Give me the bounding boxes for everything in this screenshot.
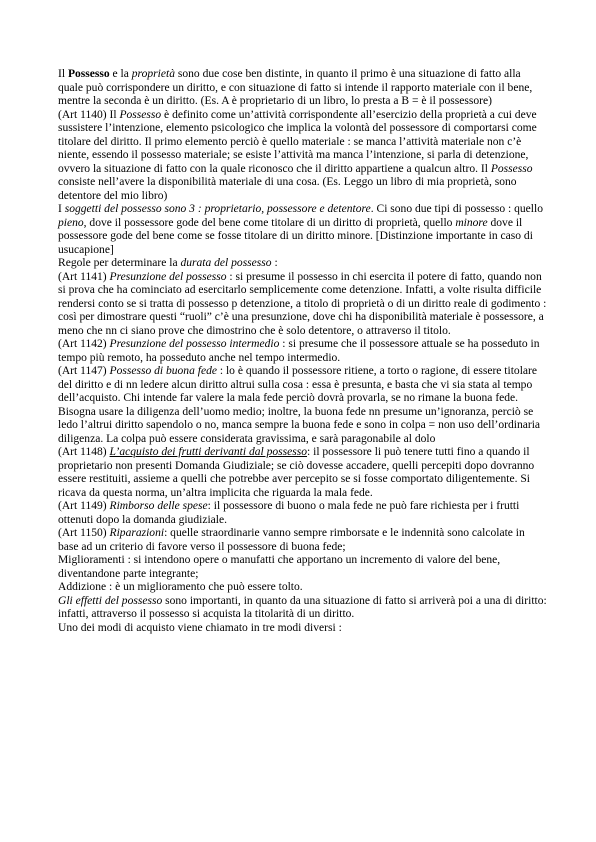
text-run: , dove il possessore gode del bene come titolare di un diritto di proprietà, quello [83,216,456,229]
paragraph [58,595,548,622]
text-run: Possesso [67,68,110,80]
text-run: soggetti del possesso sono 3 : proprietario, possessore e detentore [64,203,371,215]
paragraph [58,500,548,527]
paragraph [58,109,548,204]
text-run: (Art 1148) [58,446,110,458]
text-run: è definito come un’attività corrispondente all’esercizio della proprietà a cui deve sussistere l’intenzione, elemento psicologico che implica la volontà del possessore di comportarsi come titolare del diritto. Il primo elemento perciò è quello materiale : se manca l’attività materiale non c’è niente, essendo il possesso materiale; se esiste l’attività ma manca l’intenzione, si parla di detenzione, ovvero la situazione di fatto con la quale riconosco che il diritto appartiene a qualcun altro. Il [58,108,537,175]
text-run: Addizione : è un miglioramento che può essere tolto. [58,581,303,593]
paragraph [58,446,548,500]
text-run: durata del possesso [180,257,272,269]
paragraph [58,581,548,595]
text-run: (Art 1147) [58,365,110,377]
text-run: Gli effetti del possesso [58,594,163,607]
text-run: : [271,257,278,269]
paragraph [58,527,548,554]
text-run: sono due cose ben distinte, in quanto il primo è una situazione di fatto alla quale può corrispondere un diritto, e con situazione di fatto si intende il rapporto materiale con il bene, mentre la seconda è un diritto. (Es. A è proprietario di un libro, lo presta a B = è il possessore) [58,68,533,107]
paragraph [58,203,548,257]
text-run: I [58,203,65,215]
text-run: (Art 1142) [58,338,110,350]
text-run: Riparazioni [109,527,165,539]
text-run: Uno dei modi di acquisto viene chiamato in tre modi diversi : [58,621,342,634]
text-run: Miglioramenti : si intendono opere o manufatti che apportano un incremento di valore del bene, diventandone parte integrante; [58,554,501,580]
paragraph [58,554,548,581]
paragraph [58,338,548,365]
text-run: Possesso di buona fede [109,365,217,377]
text-run: dove il possessore gode del bene come se fosse titolare di un diritto minore. [Distinzione importante in caso di usucapione] [58,216,533,256]
text-run: pieno [58,216,84,229]
text-run: Presunzione del possesso [109,270,227,283]
text-run: Possesso [490,162,533,175]
text-run: Il [58,68,68,80]
paragraph [58,622,548,636]
text-run: sono importanti, in quanto da una situazione di fatto si arriverà poi a una di diritto: infatti, attraverso il possesso si acquista la titolarità di un diritto. [58,594,547,620]
text-run: L’acquisto dei frutti derivanti dal possesso [109,446,308,458]
text-run: : si presume il possesso in chi esercita il potere di fatto, quando non si prova che ha cominciato ad esercitarlo semplicemente come detenzione. Infatti, a volte risulta difficile rendersi conto se si tratta di possesso p detenzione, a titolo di proprietà o di un diritto reale di godimento : così per dimostrare questi “ruoli” c’è una presunzione, dove chi ha disponibilità materiale è possessore, a meno che nn ci siano prove che dimostrino che è solo detentore, o attraverso il titolo. [58,270,547,337]
paragraph [58,68,548,109]
text-run: : quelle straordinarie vanno sempre rimborsate e le indennità sono calcolate in base ad un criterio di favore verso il possessore di buona fede; [58,527,525,553]
text-run: : il possessore di buono o mala fede ne può fare richiesta per i frutti ottenuti dopo la domanda giudiziale. [58,500,520,526]
paragraph [58,271,548,339]
text-run: (Art 1150) [58,527,110,539]
text-run: Regole per determinare la [58,257,181,269]
paragraph [58,257,548,271]
text-run: : lo è quando il possessore ritiene, a torto o ragione, di essere titolare del diritto e di nn ledere alcun diritto altrui sulla cosa : essa è presunta, e basta che vi sia stata al tempo dell’acquisto. Chi intende far valere la mala fede perciò dovrà provarla, se no rimane la buona fede. Bisogna usare la diligenza dell’uomo medio; inoltre, la buona fede nn presume un’ignoranza, perciò se ledo l’altrui diritto sapendolo o no, manca sempre la buona fede e sono in colpa = non uso dell’ordinaria diligenza. La colpa può essere considerata gravissima, e sarà paragonabile al dolo [58,365,541,445]
text-run: (Art 1149) [58,500,110,512]
text-run: proprietà [131,68,175,80]
text-run: : il possessore li può tenere tutti fino a quando il proprietario non presenti Domanda Giudiziale; se ciò dovesse accadere, quelli percepiti dopo dovranno essere restituiti, assieme a quelli che potrebbe aver percepito se si fosse comportato diligentemente. Si ricava da questa norma, un’altra implicita che riguarda la mala fede. [58,446,535,499]
paragraph [58,365,548,446]
text-run: : si presume che il possessore attuale se ha posseduto in tempo più remoto, ha posseduto anche nel tempo intermedio. [58,338,540,364]
text-run: e la [109,68,132,80]
text-run: consiste nell’avere la disponibilità materiale di una cosa. (Es. Leggo un libro di mia proprietà, sono detentore del mio libro) [58,176,517,202]
document-body [58,68,548,635]
text-run: minore [455,216,488,229]
text-run: Presunzione del possesso intermedio [109,338,280,350]
text-run: (Art 1141) [58,270,110,283]
text-run: Rimborso delle spese [109,500,208,512]
text-run: . Ci sono due tipi di possesso : quello [370,203,543,215]
text-run: (Art 1140) Il [58,108,120,121]
text-run: Possesso [119,108,162,121]
